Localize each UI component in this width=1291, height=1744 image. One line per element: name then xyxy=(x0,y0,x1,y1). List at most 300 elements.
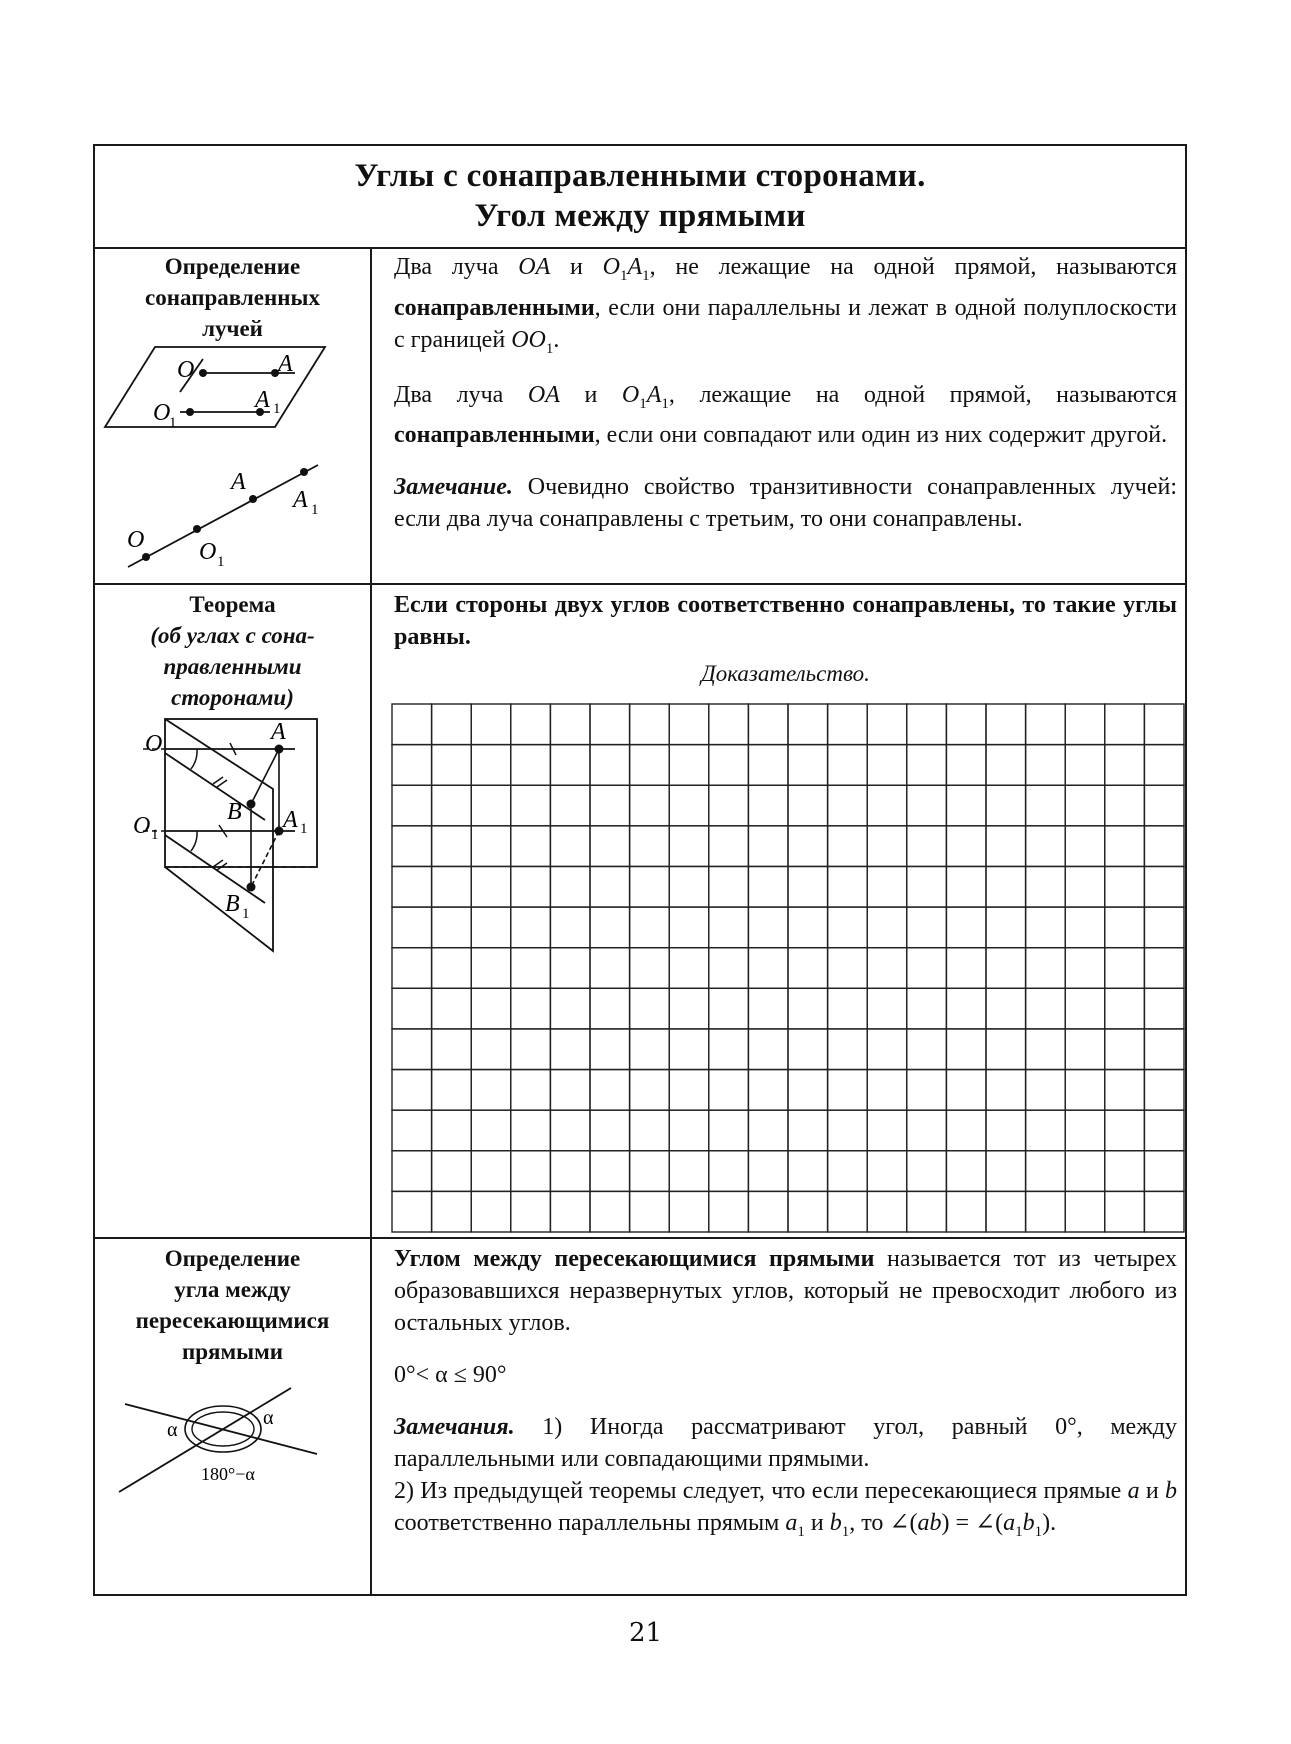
grid-cell[interactable] xyxy=(709,988,749,1029)
grid-cell[interactable] xyxy=(867,866,907,907)
grid-cell[interactable] xyxy=(828,866,868,907)
row-codirected-rays xyxy=(95,247,1185,585)
label-supplement: 180°−α xyxy=(201,1464,255,1484)
grid-cell[interactable] xyxy=(511,907,551,948)
subscript: 1 xyxy=(639,395,647,412)
grid-cell[interactable] xyxy=(867,1029,907,1070)
grid-cell[interactable] xyxy=(907,704,947,745)
subscript: 1 xyxy=(661,395,669,412)
grid-cell[interactable] xyxy=(986,948,1026,989)
grid-cell[interactable] xyxy=(828,1191,868,1232)
grid-cell[interactable] xyxy=(392,745,432,786)
grid-cell[interactable] xyxy=(1144,785,1184,826)
grid-cell[interactable] xyxy=(709,948,749,989)
grid-cell[interactable] xyxy=(550,785,590,826)
point-o1 xyxy=(186,408,194,416)
grid-cell[interactable] xyxy=(471,1029,511,1070)
definition-angle-between-lines xyxy=(394,1243,1177,1339)
grid-cell[interactable] xyxy=(432,988,472,1029)
text-run: соответственно параллельны прямым xyxy=(394,1510,786,1536)
grid-cell[interactable] xyxy=(867,1070,907,1111)
grid-cell[interactable] xyxy=(709,1110,749,1151)
grid-cell[interactable] xyxy=(1065,1110,1105,1151)
grid-cell[interactable] xyxy=(630,704,670,745)
grid-cell[interactable] xyxy=(511,704,551,745)
grid-cell[interactable] xyxy=(1026,866,1066,907)
grid-cell[interactable] xyxy=(471,988,511,1029)
subscript: 1 xyxy=(1034,1523,1043,1540)
row-label xyxy=(95,251,370,344)
grid-cell[interactable] xyxy=(828,907,868,948)
grid-cell[interactable] xyxy=(590,1029,630,1070)
grid-cell[interactable] xyxy=(550,1151,590,1192)
grid-cell[interactable] xyxy=(748,907,788,948)
grid-cell[interactable] xyxy=(1144,907,1184,948)
grid-cell[interactable] xyxy=(748,988,788,1029)
grid-cell[interactable] xyxy=(471,1151,511,1192)
grid-cell[interactable] xyxy=(946,745,986,786)
grid-cell[interactable] xyxy=(946,1029,986,1070)
grid-cell[interactable] xyxy=(590,1151,630,1192)
grid-cell[interactable] xyxy=(590,745,630,786)
grid-cell[interactable] xyxy=(1026,704,1066,745)
grid-cell[interactable] xyxy=(630,1151,670,1192)
grid-cell[interactable] xyxy=(1144,1191,1184,1232)
grid-cell[interactable] xyxy=(471,907,511,948)
grid-cell[interactable] xyxy=(907,785,947,826)
grid-cell[interactable] xyxy=(471,1191,511,1232)
grid-cell[interactable] xyxy=(907,1151,947,1192)
remark-2 xyxy=(394,1475,1177,1548)
grid-cell[interactable] xyxy=(828,1151,868,1192)
grid-cell[interactable] xyxy=(550,907,590,948)
grid-cell[interactable] xyxy=(630,1191,670,1232)
grid-cell[interactable] xyxy=(788,1191,828,1232)
point-a xyxy=(275,745,284,754)
grid-cell[interactable] xyxy=(867,704,907,745)
grid-cell[interactable] xyxy=(392,1191,432,1232)
angle-arc-o xyxy=(191,749,197,769)
grid-cell[interactable] xyxy=(669,988,709,1029)
grid-cell[interactable] xyxy=(828,1070,868,1111)
grid-cell[interactable] xyxy=(986,704,1026,745)
grid-cell[interactable] xyxy=(788,1110,828,1151)
grid-cell[interactable] xyxy=(946,907,986,948)
grid-cell[interactable] xyxy=(748,1191,788,1232)
grid-cell[interactable] xyxy=(392,907,432,948)
grid-cell[interactable] xyxy=(748,704,788,745)
grid-cell[interactable] xyxy=(1065,1029,1105,1070)
grid-cell[interactable] xyxy=(828,1110,868,1151)
grid-cell[interactable] xyxy=(392,1070,432,1111)
grid-cell[interactable] xyxy=(669,866,709,907)
grid-cell[interactable] xyxy=(867,907,907,948)
grid-cell[interactable] xyxy=(1026,988,1066,1029)
grid-cell[interactable] xyxy=(669,1191,709,1232)
grid-cell[interactable] xyxy=(1144,1110,1184,1151)
grid-cell[interactable] xyxy=(392,785,432,826)
grid-cell[interactable] xyxy=(590,988,630,1029)
grid-cell[interactable] xyxy=(986,907,1026,948)
label-alpha-left: α xyxy=(167,1419,178,1441)
grid-cell[interactable] xyxy=(550,988,590,1029)
grid-cell[interactable] xyxy=(946,826,986,867)
grid-cell[interactable] xyxy=(392,948,432,989)
grid-cell[interactable] xyxy=(432,785,472,826)
grid-cell[interactable] xyxy=(550,704,590,745)
grid-cell[interactable] xyxy=(1144,866,1184,907)
grid-cell[interactable] xyxy=(471,785,511,826)
text-run: , то ∠( xyxy=(849,1510,918,1536)
grid-cell[interactable] xyxy=(432,948,472,989)
label-a-line: A xyxy=(231,469,246,495)
grid-cell[interactable] xyxy=(867,988,907,1029)
grid-cell[interactable] xyxy=(630,988,670,1029)
grid-cell[interactable] xyxy=(828,704,868,745)
grid-cell[interactable] xyxy=(946,1110,986,1151)
grid-cell[interactable] xyxy=(867,1191,907,1232)
grid-cell[interactable] xyxy=(669,1151,709,1192)
grid-cell[interactable] xyxy=(669,745,709,786)
grid-cell[interactable] xyxy=(1105,1191,1145,1232)
grid-cell[interactable] xyxy=(1065,1191,1105,1232)
grid-cell[interactable] xyxy=(1105,826,1145,867)
grid-cell[interactable] xyxy=(432,1070,472,1111)
grid-cell[interactable] xyxy=(907,907,947,948)
text-run: b xyxy=(1022,1510,1035,1536)
grid-cell[interactable] xyxy=(1026,826,1066,867)
point-o-line xyxy=(142,553,150,561)
grid-cell[interactable] xyxy=(709,826,749,867)
grid-cell[interactable] xyxy=(748,1151,788,1192)
grid-cell[interactable] xyxy=(1105,988,1145,1029)
grid-cell[interactable] xyxy=(748,826,788,867)
grid-cell[interactable] xyxy=(907,988,947,1029)
grid-cell[interactable] xyxy=(1026,948,1066,989)
grid-cell[interactable] xyxy=(986,826,1026,867)
grid-cell[interactable] xyxy=(630,948,670,989)
grid-cell[interactable] xyxy=(709,745,749,786)
angle-arc-o1 xyxy=(191,831,197,851)
grid-cell[interactable] xyxy=(867,826,907,867)
grid-cell[interactable] xyxy=(946,785,986,826)
grid-cell[interactable] xyxy=(1144,745,1184,786)
grid-cell[interactable] xyxy=(788,1029,828,1070)
grid-cell[interactable] xyxy=(432,866,472,907)
grid-cell[interactable] xyxy=(669,826,709,867)
label-a: A xyxy=(271,719,286,745)
grid-cell[interactable] xyxy=(432,1110,472,1151)
grid-cell[interactable] xyxy=(788,948,828,989)
grid-cell[interactable] xyxy=(1026,907,1066,948)
grid-cell[interactable] xyxy=(1105,785,1145,826)
grid-cell[interactable] xyxy=(828,988,868,1029)
grid-cell[interactable] xyxy=(392,1151,432,1192)
grid-cell[interactable] xyxy=(1026,1191,1066,1232)
grid-cell[interactable] xyxy=(748,866,788,907)
grid-cell[interactable] xyxy=(788,866,828,907)
grid-cell[interactable] xyxy=(392,826,432,867)
grid-cell[interactable] xyxy=(907,826,947,867)
grid-cell[interactable] xyxy=(788,745,828,786)
grid-cell[interactable] xyxy=(986,1070,1026,1111)
grid-cell[interactable] xyxy=(432,826,472,867)
grid-cell[interactable] xyxy=(1105,1110,1145,1151)
grid-cell[interactable] xyxy=(748,745,788,786)
grid-cell[interactable] xyxy=(590,907,630,948)
text-run: 0°< α ≤ 90° xyxy=(394,1362,507,1388)
grid-cell[interactable] xyxy=(828,745,868,786)
label-cell xyxy=(95,247,372,583)
proof-label: Доказательство. xyxy=(701,661,870,686)
label-line: лучей xyxy=(202,316,263,341)
grid-cell[interactable] xyxy=(630,745,670,786)
grid-cell[interactable] xyxy=(907,1029,947,1070)
text-run: O xyxy=(602,254,620,280)
grid-cell[interactable] xyxy=(828,948,868,989)
grid-cell[interactable] xyxy=(907,948,947,989)
grid-cell[interactable] xyxy=(986,1191,1026,1232)
grid-cell[interactable] xyxy=(986,1151,1026,1192)
grid-cell[interactable] xyxy=(709,1151,749,1192)
grid-cell[interactable] xyxy=(392,704,432,745)
label-line: пересекающимися xyxy=(135,1308,330,1333)
grid-cell[interactable] xyxy=(1026,785,1066,826)
grid-cell[interactable] xyxy=(986,1110,1026,1151)
grid-cell[interactable] xyxy=(867,948,907,989)
label-b: B xyxy=(227,799,242,825)
grid-cell[interactable] xyxy=(630,866,670,907)
grid-cell[interactable] xyxy=(590,704,630,745)
grid-cell[interactable] xyxy=(1065,988,1105,1029)
grid-cell[interactable] xyxy=(1105,866,1145,907)
grid-cell[interactable] xyxy=(1144,1070,1184,1111)
grid-cell[interactable] xyxy=(1026,745,1066,786)
grid-cell[interactable] xyxy=(471,948,511,989)
grid-cell[interactable] xyxy=(1026,1029,1066,1070)
grid-cell[interactable] xyxy=(1144,704,1184,745)
grid-cell[interactable] xyxy=(1065,1151,1105,1192)
grid-cell[interactable] xyxy=(511,1151,551,1192)
grid-cell[interactable] xyxy=(828,1029,868,1070)
grid-cell[interactable] xyxy=(669,907,709,948)
grid-cell[interactable] xyxy=(511,1110,551,1151)
grid-cell[interactable] xyxy=(511,785,551,826)
grid-cell[interactable] xyxy=(392,1029,432,1070)
grid-cell[interactable] xyxy=(946,1070,986,1111)
grid-cell[interactable] xyxy=(946,704,986,745)
grid-cell[interactable] xyxy=(1065,785,1105,826)
grid-cell[interactable] xyxy=(511,948,551,989)
grid-cell[interactable] xyxy=(669,785,709,826)
grid-cell[interactable] xyxy=(748,785,788,826)
grid-cell[interactable] xyxy=(946,988,986,1029)
content-cell xyxy=(372,247,1185,583)
grid-cell[interactable] xyxy=(946,948,986,989)
grid-cell[interactable] xyxy=(748,1070,788,1111)
grid-cell[interactable] xyxy=(432,1151,472,1192)
grid-cell[interactable] xyxy=(471,745,511,786)
grid-cell[interactable] xyxy=(590,826,630,867)
grid-cell[interactable] xyxy=(986,866,1026,907)
grid-cell[interactable] xyxy=(1144,1151,1184,1192)
grid-cell[interactable] xyxy=(907,1110,947,1151)
grid-cell[interactable] xyxy=(1065,745,1105,786)
grid-cell[interactable] xyxy=(590,948,630,989)
grid-cell[interactable] xyxy=(1065,1070,1105,1111)
grid-cell[interactable] xyxy=(986,988,1026,1029)
row-angle-between-lines xyxy=(95,1239,1185,1594)
grid-cell[interactable] xyxy=(709,907,749,948)
grid-cell[interactable] xyxy=(471,866,511,907)
grid-cell[interactable] xyxy=(630,1070,670,1111)
grid-cell[interactable] xyxy=(709,1070,749,1111)
grid-cell[interactable] xyxy=(907,1070,947,1111)
grid-cell[interactable] xyxy=(590,1070,630,1111)
text-run: a xyxy=(1003,1510,1016,1536)
grid-cell[interactable] xyxy=(511,1191,551,1232)
grid-cell[interactable] xyxy=(788,785,828,826)
grid-cell[interactable] xyxy=(630,1110,670,1151)
grid-cell[interactable] xyxy=(392,988,432,1029)
grid-cell[interactable] xyxy=(669,1110,709,1151)
grid-cell[interactable] xyxy=(1026,1070,1066,1111)
grid-cell[interactable] xyxy=(511,1070,551,1111)
text-run: , если они совпадают или один из них содержит другой. xyxy=(594,422,1168,449)
grid-cell[interactable] xyxy=(550,745,590,786)
grid-cell[interactable] xyxy=(907,1191,947,1232)
grid-cell[interactable] xyxy=(471,1110,511,1151)
grid-cell[interactable] xyxy=(1144,826,1184,867)
grid-cell[interactable] xyxy=(1105,907,1145,948)
grid-cell[interactable] xyxy=(1065,704,1105,745)
grid-cell[interactable] xyxy=(788,704,828,745)
grid-cell[interactable] xyxy=(630,826,670,867)
grid-cell[interactable] xyxy=(788,907,828,948)
grid-cell[interactable] xyxy=(1144,948,1184,989)
grid-cell[interactable] xyxy=(1105,1070,1145,1111)
grid-cell[interactable] xyxy=(511,988,551,1029)
grid-cell[interactable] xyxy=(432,1029,472,1070)
grid-cell[interactable] xyxy=(590,866,630,907)
grid-cell[interactable] xyxy=(709,866,749,907)
grid-cell[interactable] xyxy=(590,785,630,826)
grid-cell[interactable] xyxy=(392,866,432,907)
grid-cell[interactable] xyxy=(867,1110,907,1151)
proof-grid[interactable] xyxy=(391,703,1185,1233)
grid-cell[interactable] xyxy=(946,1191,986,1232)
grid-cell[interactable] xyxy=(669,1029,709,1070)
grid-cell[interactable] xyxy=(630,907,670,948)
grid-cell[interactable] xyxy=(471,1070,511,1111)
grid-cell[interactable] xyxy=(946,866,986,907)
grid-cell[interactable] xyxy=(1026,1110,1066,1151)
grid-cell[interactable] xyxy=(630,1029,670,1070)
grid-cell[interactable] xyxy=(1105,745,1145,786)
grid-cell[interactable] xyxy=(511,866,551,907)
grid-cell[interactable] xyxy=(590,1110,630,1151)
grid-cell[interactable] xyxy=(511,745,551,786)
grid-cell[interactable] xyxy=(1105,1029,1145,1070)
grid-cell[interactable] xyxy=(669,948,709,989)
grid-cell[interactable] xyxy=(867,1151,907,1192)
grid-cell[interactable] xyxy=(590,1191,630,1232)
grid-cell[interactable] xyxy=(550,866,590,907)
definition-collinear xyxy=(394,379,1177,452)
grid-cell[interactable] xyxy=(392,1110,432,1151)
grid-cell[interactable] xyxy=(471,704,511,745)
content-cell xyxy=(372,1239,1185,1594)
grid-cell[interactable] xyxy=(1144,988,1184,1029)
grid-cell[interactable] xyxy=(432,907,472,948)
grid-cell[interactable] xyxy=(1065,948,1105,989)
grid-cell[interactable] xyxy=(986,1029,1026,1070)
grid-cell[interactable] xyxy=(709,1029,749,1070)
grid-cell[interactable] xyxy=(867,785,907,826)
text-run: Замечание. xyxy=(394,474,513,501)
grid-cell[interactable] xyxy=(788,988,828,1029)
grid-cell[interactable] xyxy=(550,1191,590,1232)
grid-cell[interactable] xyxy=(432,704,472,745)
grid-cell[interactable] xyxy=(986,745,1026,786)
grid-cell[interactable] xyxy=(1105,1151,1145,1192)
grid-cell[interactable] xyxy=(511,826,551,867)
text-run: ). xyxy=(1042,1510,1057,1536)
text-run: Углом между пересекающимися прямыми xyxy=(394,1246,875,1272)
grid-cell[interactable] xyxy=(946,1151,986,1192)
grid-cell[interactable] xyxy=(432,1191,472,1232)
grid-cell[interactable] xyxy=(550,948,590,989)
grid-cell[interactable] xyxy=(709,785,749,826)
grid-cell[interactable] xyxy=(748,1029,788,1070)
grid-cell[interactable] xyxy=(550,1070,590,1111)
grid-cell[interactable] xyxy=(432,745,472,786)
grid-cell[interactable] xyxy=(1026,1151,1066,1192)
grid-cell[interactable] xyxy=(1065,866,1105,907)
grid-cell[interactable] xyxy=(986,785,1026,826)
grid-cell[interactable] xyxy=(1065,907,1105,948)
grid-cell[interactable] xyxy=(907,745,947,786)
grid-cell[interactable] xyxy=(907,866,947,907)
page-title-line-2: Угол между прямыми xyxy=(474,198,806,234)
grid-cell[interactable] xyxy=(788,1151,828,1192)
grid-cell[interactable] xyxy=(1105,948,1145,989)
grid-cell[interactable] xyxy=(828,785,868,826)
grid-cell[interactable] xyxy=(550,826,590,867)
grid-cell[interactable] xyxy=(867,745,907,786)
grid-cell[interactable] xyxy=(709,704,749,745)
grid-cell[interactable] xyxy=(828,826,868,867)
grid-cell[interactable] xyxy=(669,704,709,745)
grid-cell[interactable] xyxy=(1144,1029,1184,1070)
grid-cell[interactable] xyxy=(550,1110,590,1151)
grid-cell[interactable] xyxy=(709,1191,749,1232)
grid-cell[interactable] xyxy=(788,826,828,867)
grid-cell[interactable] xyxy=(471,826,511,867)
grid-cell[interactable] xyxy=(788,1070,828,1111)
grid-cell[interactable] xyxy=(630,785,670,826)
label-o1: O xyxy=(133,813,151,839)
slanted-plane xyxy=(165,719,273,951)
grid-cell[interactable] xyxy=(1105,704,1145,745)
grid-cell[interactable] xyxy=(669,1070,709,1111)
grid-cell[interactable] xyxy=(550,1029,590,1070)
text-run: . xyxy=(553,326,560,353)
grid-cell[interactable] xyxy=(1065,826,1105,867)
grid-cell[interactable] xyxy=(748,1110,788,1151)
grid-cell[interactable] xyxy=(511,1029,551,1070)
grid-cell[interactable] xyxy=(748,948,788,989)
